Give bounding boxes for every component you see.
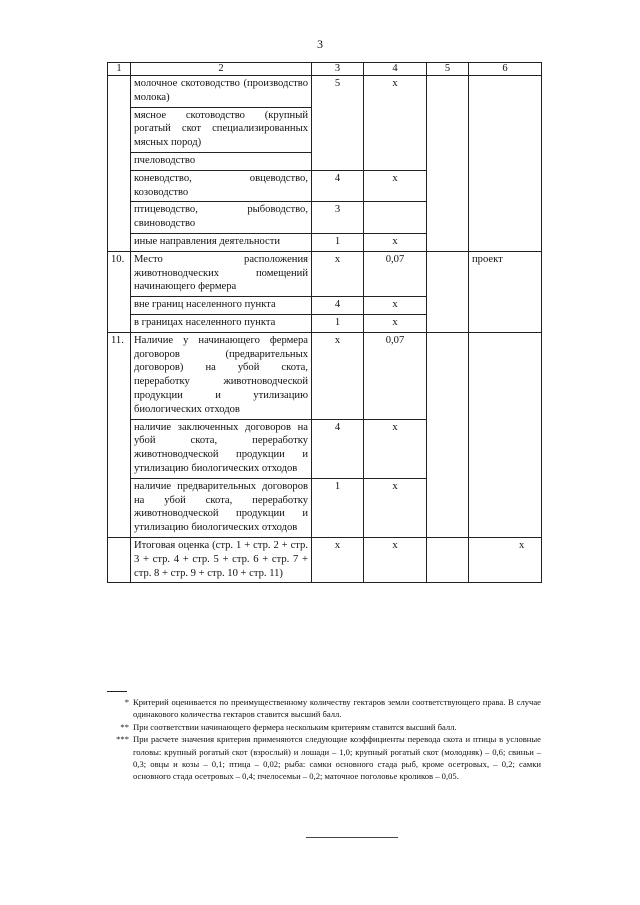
- score-cell: x: [312, 537, 364, 582]
- score-cell: x: [312, 251, 364, 296]
- score-cell: 1: [312, 478, 364, 537]
- weight-cell: x: [364, 76, 427, 171]
- value-cell: [427, 537, 469, 582]
- header-cell: 6: [469, 63, 542, 76]
- row-number: [108, 537, 131, 582]
- weight-cell: 0,07: [364, 332, 427, 419]
- weight-cell: x: [364, 233, 427, 251]
- source-cell: проект: [469, 251, 542, 332]
- header-cell: 3: [312, 63, 364, 76]
- footnote: [107, 721, 541, 733]
- header-cell: 2: [131, 63, 312, 76]
- header-cell: 1: [108, 63, 131, 76]
- end-divider: [306, 837, 398, 838]
- table-row: [108, 251, 542, 296]
- criterion-text: птицеводство, рыбоводство, свиноводство: [131, 202, 312, 234]
- criterion-text: молочное скотоводство (производство молока): [131, 76, 312, 108]
- footnote-mark: ***: [116, 734, 129, 745]
- total-text: Итоговая оценка (стр. 1 + стр. 2 + стр. 3 + стр. 4 + стр. 5 + стр. 6 + стр. 7 + стр. 8 + стр. 9 + стр. 10 + стр. 11): [131, 537, 312, 582]
- weight-cell: [364, 202, 427, 234]
- criterion-text: коневодство, овцеводство, козоводство: [131, 170, 312, 202]
- criterion-text: наличие заключенных договоров на убой скота, переработку животноводческой продукции и утилизацию биологических отходов: [131, 419, 312, 478]
- footnote-text: Критерий оценивается по преимущественному количеству гектаров земли соответствующего права. В случае одинакового количества гектаров ставится высший балл.: [133, 697, 541, 720]
- score-cell: 4: [312, 170, 364, 202]
- criteria-table: [107, 62, 542, 583]
- total-result-cell: x: [469, 537, 542, 582]
- table-row: [108, 332, 542, 419]
- footnote-text: При соответствии начинающего фермера нескольким критериям ставится высший балл.: [133, 721, 457, 732]
- source-cell: [469, 332, 542, 537]
- value-cell: [427, 76, 469, 252]
- weight-cell: x: [364, 297, 427, 315]
- score-cell: 1: [312, 233, 364, 251]
- footnote: [107, 696, 541, 721]
- value-cell: [427, 251, 469, 332]
- footnote: [107, 733, 541, 783]
- value-cell: [427, 332, 469, 537]
- weight-cell: 0,07: [364, 251, 427, 296]
- weight-cell: x: [364, 314, 427, 332]
- header-cell: 5: [427, 63, 469, 76]
- score-cell: 3: [312, 202, 364, 234]
- score-cell: 1: [312, 314, 364, 332]
- row-number: 11.: [108, 332, 131, 537]
- table-row: [108, 76, 542, 108]
- score-cell: x: [312, 332, 364, 419]
- score-cell: 4: [312, 419, 364, 478]
- score-cell: 5: [312, 76, 364, 171]
- source-cell: [469, 76, 542, 252]
- row-number: [108, 76, 131, 252]
- weight-cell: x: [364, 170, 427, 202]
- table-header-row: [108, 63, 542, 76]
- footnote-mark: **: [120, 721, 129, 732]
- footnote-text: При расчете значения критерия применяются следующие коэффициенты перевода скота и птицы в условные головы: крупный рогатый скот (взрослый) и лошади – 1,0; крупный рогатый скот (молодняк) – 0,6; свиньи – 0,3; овцы и козы – 0,1; птица – 0,02; рыба: самки основного стада рыб, кроме осетровых, – 0,2; самки основного стада осетровых – 0,4; пчелосемьи – 0,2; маточное поголовье кроликов – 0,05.: [133, 734, 541, 782]
- criterion-text: Наличие у начинающего фермера договоров (предварительных договоров) на убой скота, переработку животноводческой продукции и утилизацию биологических отходов: [131, 332, 312, 419]
- footnote-divider: [107, 691, 127, 692]
- criterion-text: наличие предварительных договоров на убой скота, переработку животноводческой продукции и утилизацию биологических отходов: [131, 478, 312, 537]
- criterion-text: вне границ населенного пункта: [131, 297, 312, 315]
- total-row: [108, 537, 542, 582]
- weight-cell: x: [364, 419, 427, 478]
- row-number: 10.: [108, 251, 131, 332]
- criterion-text: Место расположения животноводческих помещений начинающего фермера: [131, 251, 312, 296]
- weight-cell: x: [364, 478, 427, 537]
- score-cell: 4: [312, 297, 364, 315]
- page-number: 3: [317, 37, 323, 51]
- weight-cell: x: [364, 537, 427, 582]
- header-cell: 4: [364, 63, 427, 76]
- footnotes: [107, 691, 541, 783]
- criterion-text: мясное скотоводство (крупный рогатый скот специализированных мясных пород): [131, 107, 312, 152]
- criterion-text: пчеловодство: [131, 152, 312, 170]
- criterion-text: иные направления деятельности: [131, 233, 312, 251]
- footnote-mark: *: [124, 697, 129, 707]
- criterion-text: в границах населенного пункта: [131, 314, 312, 332]
